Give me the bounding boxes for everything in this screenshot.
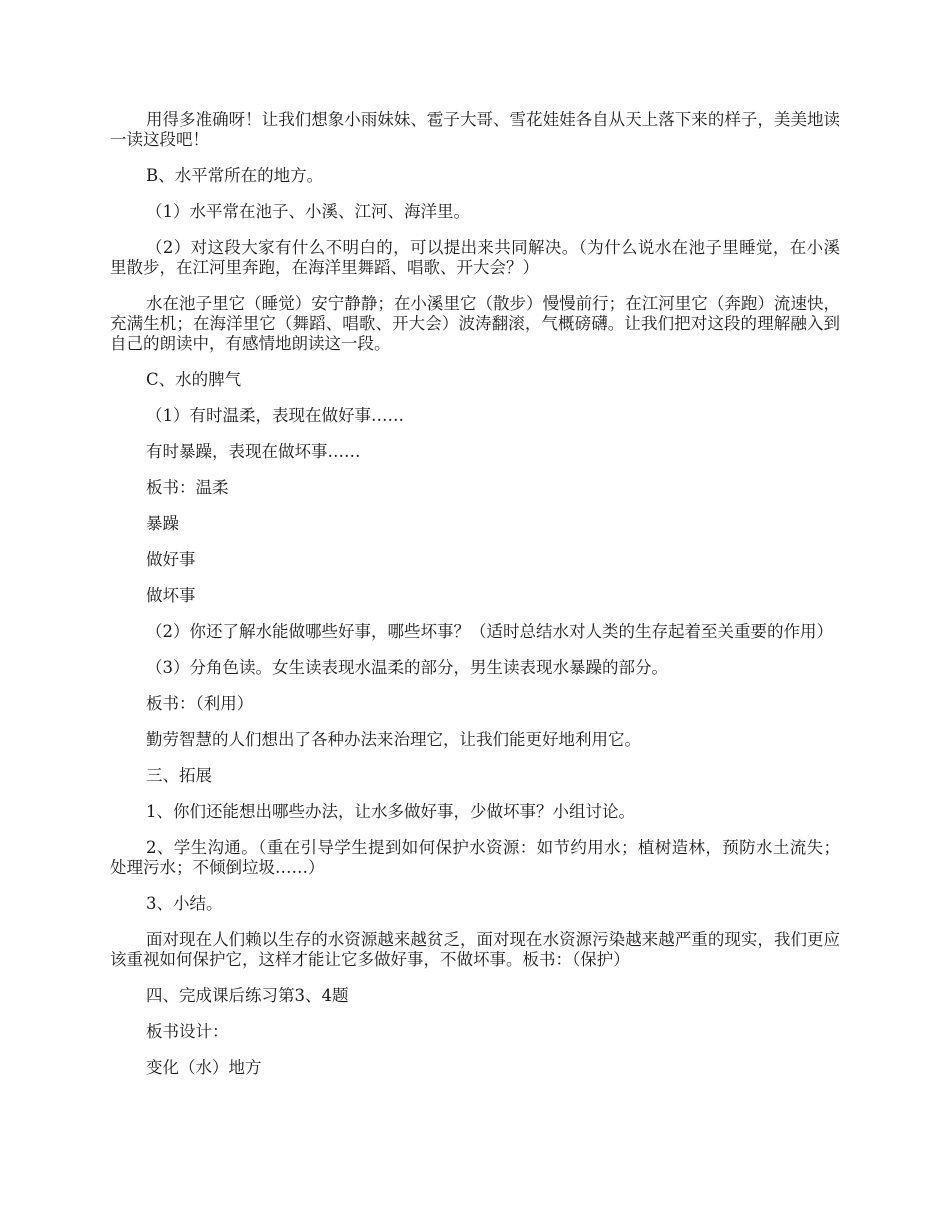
section-heading-b: B、水平常所在的地方。: [146, 166, 324, 185]
section-heading-3: 三、拓展: [146, 766, 212, 785]
paragraph: 面对现在人们赖以生存的水资源越来越贫乏，面对现在水资源污染越来越严重的现实，我们更应该重视如何保护它，这样才能让它多做好事，不做坏事。板书：（保护）: [110, 930, 840, 969]
paragraph: （1）水平常在池子、小溪、江河、海洋里。: [146, 202, 470, 221]
blackboard-note: 变化（水）地方: [146, 1058, 262, 1077]
section-heading-c: C、水的脾气: [146, 370, 242, 389]
blackboard-note: 板书：（利用）: [146, 694, 254, 713]
blackboard-note: 暴躁: [146, 514, 179, 533]
paragraph: 水在池子里它（睡觉）安宁静静；在小溪里它（散步）慢慢前行；在江河里它（奔跑）流速快，充满生机；在海洋里它（舞蹈、唱歌、开大会）波涛翻滚，气概磅礴。让我们把对这段的理解融入到自己的朗读中，有感情地朗读这一段。: [110, 294, 840, 353]
section-heading-4: 四、完成课后练习第3、4题: [146, 986, 349, 1005]
blackboard-design-heading: 板书设计：: [146, 1022, 229, 1041]
paragraph: （1）有时温柔，表现在做好事……: [146, 406, 404, 425]
paragraph: （2）对这段大家有什么不明白的，可以提出来共同解决。（为什么说水在池子里睡觉，在小溪里散步，在江河里奔跑，在海洋里舞蹈、唱歌、开大会？）: [110, 238, 840, 277]
paragraph: （3）分角色读。女生读表现水温柔的部分，男生读表现水暴躁的部分。: [146, 658, 668, 677]
paragraph: 用得多准确呀！让我们想象小雨妹妹、雹子大哥、雪花娃娃各自从天上落下来的样子，美美地读一读这段吧！: [110, 110, 840, 149]
paragraph: 有时暴躁，表现在做坏事……: [146, 442, 361, 461]
blackboard-note: 做好事: [146, 550, 196, 569]
blackboard-note: 板书：温柔: [146, 478, 229, 497]
paragraph: 勤劳智慧的人们想出了各种办法来治理它，让我们能更好地利用它。: [146, 730, 641, 749]
paragraph: 1、你们还能想出哪些办法，让水多做好事，少做坏事？小组讨论。: [146, 802, 635, 821]
paragraph: 3、小结。: [146, 894, 223, 913]
blackboard-note: 做坏事: [146, 586, 196, 605]
paragraph: （2）你还了解水能做哪些好事，哪些坏事？（适时总结水对人类的生存起着至关重要的作用）: [146, 622, 833, 641]
document-page: [110, 110, 840, 1094]
paragraph: 2、学生沟通。（重在引导学生提到如何保护水资源：如节约用水；植树造林，预防水土流失；处理污水；不倾倒垃圾……）: [110, 838, 840, 877]
